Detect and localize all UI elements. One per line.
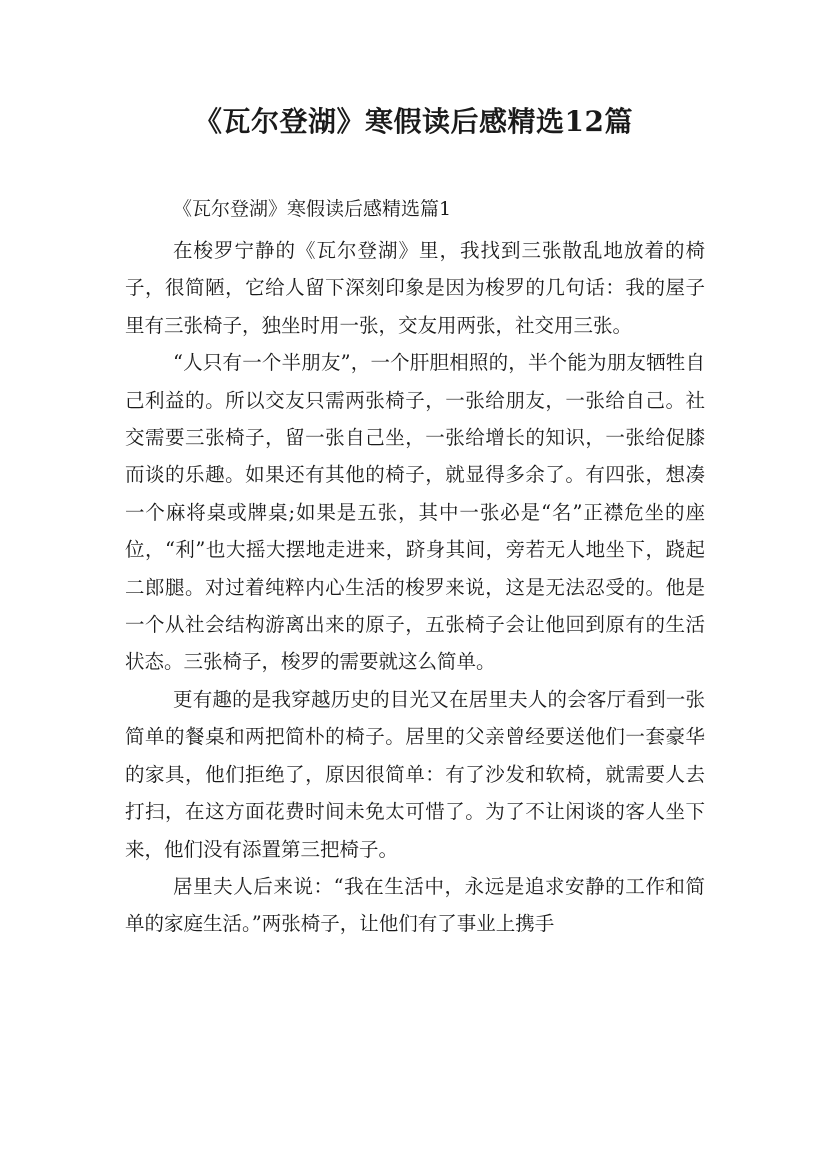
document-body <box>125 186 705 943</box>
paragraph: 更有趣的是我穿越历史的目光又在居里夫人的会客厅看到一张简单的餐桌和两把简朴的椅子。居里的父亲曾经要送他们一套豪华的家具，他们拒绝了，原因很简单：有了沙发和软椅，就需要人去打扫，在这方面花费时间未免太可惜了。为了不让闲谈的客人坐下来，他们没有添置第三把椅子。 <box>125 687 705 861</box>
paragraph: 居里夫人后来说：“我在生活中，永远是追求安静的工作和简单的家庭生活。”两张椅子，让他们有了事业上携手 <box>125 874 705 936</box>
document-title: 《瓦尔登湖》寒假读后感精选12篇 <box>194 105 633 138</box>
paragraph: 在梭罗宁静的《瓦尔登湖》里，我找到三张散乱地放着的椅子，很简陋，它给人留下深刻印象是因为梭罗的几句话：我的屋子里有三张椅子，独坐时用一张，交友用两张，社交用三张。 <box>125 239 705 337</box>
section-heading: 《瓦尔登湖》寒假读后感精选篇1 <box>173 198 452 220</box>
paragraph: “人只有一个半朋友”，一个肝胆相照的，半个能为朋友牺牲自己利益的。所以交友只需两张椅子，一张给朋友，一张给自己。社交需要三张椅子，留一张自己坐，一张给增长的知识，一张给促膝而谈的乐趣。如果还有其他的椅子，就显得多余了。有四张，想凑一个麻将桌或牌桌;如果是五张，其中一张必是“名”正襟危坐的座位，“利”也大摇大摆地走进来，跻身其间，旁若无人地坐下，跷起二郎腿。对过着纯粹内心生活的梭罗来说，这是无法忍受的。他是一个从社会结构游离出来的原子，五张椅子会让他回到原有的生活状态。三张椅子，梭罗的需要就这么简单。 <box>125 351 705 674</box>
